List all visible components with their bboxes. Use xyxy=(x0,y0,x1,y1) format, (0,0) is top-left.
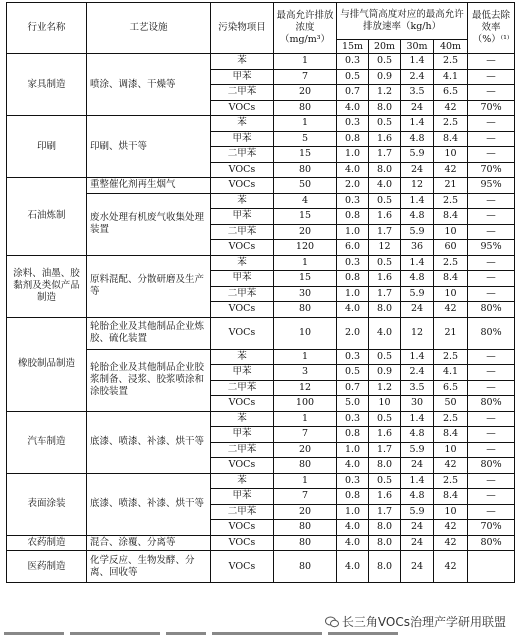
value-cell: 2.5 xyxy=(434,349,468,365)
value-cell: 42 xyxy=(434,162,468,178)
pollutant-cell: VOCs xyxy=(211,178,274,194)
header-height: 40m xyxy=(434,40,468,54)
value-cell: — xyxy=(468,193,515,209)
value-cell: — xyxy=(468,411,515,427)
value-cell: — xyxy=(468,224,515,240)
value-cell: 95% xyxy=(468,178,515,194)
value-cell: 1.4 xyxy=(401,255,434,271)
value-cell: 2.5 xyxy=(434,116,468,132)
value-cell: 1.7 xyxy=(369,442,401,458)
value-cell: 0.8 xyxy=(337,427,369,443)
value-cell: 21 xyxy=(434,178,468,194)
value-cell: 0.5 xyxy=(369,54,401,70)
value-cell: 5.0 xyxy=(337,396,369,412)
value-cell: 1.4 xyxy=(401,116,434,132)
value-cell: 1.2 xyxy=(369,380,401,396)
value-cell: 10 xyxy=(434,286,468,302)
value-cell: 4.8 xyxy=(401,489,434,505)
value-cell: 80 xyxy=(274,162,337,178)
value-cell: 5.9 xyxy=(401,442,434,458)
value-cell: — xyxy=(468,427,515,443)
value-cell: 24 xyxy=(401,302,434,318)
process-cell: 废水处理有机废气收集处理装置 xyxy=(87,193,211,255)
value-cell: 20 xyxy=(274,504,337,520)
header-max-concentration-unit: （mg/m³） xyxy=(279,34,331,45)
value-cell: — xyxy=(468,85,515,101)
value-cell: 1.4 xyxy=(401,411,434,427)
value-cell: — xyxy=(468,147,515,163)
value-cell: 30 xyxy=(274,286,337,302)
table-row xyxy=(7,411,515,427)
value-cell: — xyxy=(468,116,515,132)
value-cell: — xyxy=(468,504,515,520)
value-cell: 20 xyxy=(274,442,337,458)
value-cell: 1.7 xyxy=(369,286,401,302)
industry-cell: 石油炼制 xyxy=(7,178,87,256)
value-cell: 15 xyxy=(274,271,337,287)
value-cell: 8.4 xyxy=(434,131,468,147)
value-cell: 1.4 xyxy=(401,54,434,70)
value-cell: 1.4 xyxy=(401,473,434,489)
industry-cell: 家具制造 xyxy=(7,54,87,116)
value-cell: 6.0 xyxy=(337,240,369,256)
header-height: 30m xyxy=(401,40,434,54)
value-cell: 0.7 xyxy=(337,380,369,396)
table-row xyxy=(7,317,515,349)
value-cell: 0.7 xyxy=(337,85,369,101)
value-cell: 0.5 xyxy=(369,116,401,132)
value-cell: — xyxy=(468,473,515,489)
value-cell: 1 xyxy=(274,54,337,70)
header-min-efficiency-label: 最低去除效率 xyxy=(472,10,511,33)
value-cell: 4.8 xyxy=(401,131,434,147)
value-cell: 80% xyxy=(468,458,515,474)
value-cell: 1.4 xyxy=(401,193,434,209)
value-cell: 80 xyxy=(274,551,337,583)
value-cell: 4.0 xyxy=(337,100,369,116)
value-cell: 8.0 xyxy=(369,551,401,583)
table-row xyxy=(7,178,515,194)
header-pollutant: 污染物项目 xyxy=(211,3,274,54)
value-cell: 60 xyxy=(434,240,468,256)
pollutant-cell: 二甲苯 xyxy=(211,286,274,302)
value-cell: — xyxy=(468,442,515,458)
value-cell: 8.4 xyxy=(434,427,468,443)
value-cell: 1 xyxy=(274,116,337,132)
value-cell: 7 xyxy=(274,489,337,505)
value-cell: 2.0 xyxy=(337,317,369,349)
value-cell: 0.8 xyxy=(337,209,369,225)
value-cell: 10 xyxy=(434,224,468,240)
industry-cell: 涂料、油墨、胶黏剂及类似产品制造 xyxy=(7,255,87,317)
pollutant-cell: 苯 xyxy=(211,473,274,489)
pollutant-cell: VOCs xyxy=(211,162,274,178)
value-cell: 7 xyxy=(274,427,337,443)
value-cell: 15 xyxy=(274,147,337,163)
value-cell: — xyxy=(468,69,515,85)
value-cell: 10 xyxy=(274,317,337,349)
value-cell: 8.4 xyxy=(434,489,468,505)
value-cell: — xyxy=(468,380,515,396)
value-cell: 42 xyxy=(434,520,468,536)
value-cell: 1.6 xyxy=(369,131,401,147)
process-cell: 化学反应、生物发酵、分离、回收等 xyxy=(87,551,211,583)
value-cell: 42 xyxy=(434,302,468,318)
value-cell: — xyxy=(468,365,515,381)
pollutant-cell: 甲苯 xyxy=(211,271,274,287)
industry-cell: 农药制造 xyxy=(7,535,87,551)
header-min-efficiency xyxy=(468,3,515,54)
value-cell: 4.8 xyxy=(401,427,434,443)
value-cell: 100 xyxy=(274,396,337,412)
value-cell: 2.5 xyxy=(434,54,468,70)
value-cell: 0.3 xyxy=(337,54,369,70)
value-cell: 80 xyxy=(274,302,337,318)
pollutant-cell: 甲苯 xyxy=(211,489,274,505)
value-cell: 8.0 xyxy=(369,302,401,318)
value-cell: 2.0 xyxy=(337,178,369,194)
value-cell: 1.4 xyxy=(401,349,434,365)
pollutant-cell: 二甲苯 xyxy=(211,380,274,396)
value-cell: 24 xyxy=(401,551,434,583)
value-cell: 1.0 xyxy=(337,442,369,458)
value-cell: — xyxy=(468,489,515,505)
process-cell: 原料混配、分散研磨及生产等 xyxy=(87,255,211,317)
value-cell: 12 xyxy=(369,240,401,256)
value-cell: 7 xyxy=(274,69,337,85)
table-row xyxy=(7,535,515,551)
industry-cell: 医药制造 xyxy=(7,551,87,583)
value-cell: 6.5 xyxy=(434,380,468,396)
value-cell: 30 xyxy=(401,396,434,412)
pollutant-cell: VOCs xyxy=(211,396,274,412)
pollutant-cell: 苯 xyxy=(211,411,274,427)
value-cell: 15 xyxy=(274,209,337,225)
value-cell: 80 xyxy=(274,100,337,116)
value-cell: 0.8 xyxy=(337,271,369,287)
value-cell: 8.0 xyxy=(369,458,401,474)
value-cell: 0.8 xyxy=(337,131,369,147)
value-cell: 70% xyxy=(468,100,515,116)
value-cell: 0.3 xyxy=(337,349,369,365)
value-cell: 2.4 xyxy=(401,365,434,381)
value-cell: 20 xyxy=(274,85,337,101)
pollutant-cell: 甲苯 xyxy=(211,209,274,225)
value-cell: 50 xyxy=(274,178,337,194)
value-cell: 80% xyxy=(468,317,515,349)
value-cell: 24 xyxy=(401,458,434,474)
value-cell: 2.5 xyxy=(434,411,468,427)
value-cell: 4.0 xyxy=(337,551,369,583)
value-cell: 12 xyxy=(274,380,337,396)
header-process: 工艺设施 xyxy=(87,3,211,54)
value-cell: 4.0 xyxy=(337,302,369,318)
process-cell: 轮胎企业及其他制品企业炼胶、硫化装置 xyxy=(87,317,211,349)
value-cell: 5.9 xyxy=(401,504,434,520)
header-height: 20m xyxy=(369,40,401,54)
value-cell: 80 xyxy=(274,458,337,474)
process-cell: 轮胎企业及其他制品企业胶浆制备、浸浆、胶浆喷涂和涂胶装置 xyxy=(87,349,211,411)
value-cell: 10 xyxy=(369,396,401,412)
footnote-fragment xyxy=(4,632,494,640)
value-cell: — xyxy=(468,271,515,287)
pollutant-cell: 甲苯 xyxy=(211,131,274,147)
value-cell: 0.3 xyxy=(337,255,369,271)
value-cell: 95% xyxy=(468,240,515,256)
value-cell: 12 xyxy=(401,317,434,349)
value-cell: 4.1 xyxy=(434,69,468,85)
value-cell: 4.8 xyxy=(401,271,434,287)
value-cell: 10 xyxy=(434,147,468,163)
industry-cell: 印刷 xyxy=(7,116,87,178)
header-max-concentration-label: 最高允许排放浓度 xyxy=(276,10,334,33)
value-cell: 5 xyxy=(274,131,337,147)
value-cell: — xyxy=(468,209,515,225)
value-cell: 4.1 xyxy=(434,365,468,381)
value-cell: 4.0 xyxy=(337,162,369,178)
value-cell: 80 xyxy=(274,520,337,536)
value-cell: 8.4 xyxy=(434,209,468,225)
value-cell: 1.6 xyxy=(369,489,401,505)
pollutant-cell: 甲苯 xyxy=(211,69,274,85)
value-cell: 2.5 xyxy=(434,193,468,209)
process-cell: 底漆、喷漆、补漆、烘干等 xyxy=(87,473,211,535)
value-cell: 0.5 xyxy=(369,411,401,427)
pollutant-cell: 二甲苯 xyxy=(211,147,274,163)
value-cell: 42 xyxy=(434,458,468,474)
pollutant-cell: 苯 xyxy=(211,193,274,209)
value-cell: 0.9 xyxy=(369,69,401,85)
value-cell: 8.0 xyxy=(369,520,401,536)
value-cell: 12 xyxy=(401,178,434,194)
watermark-text: 长三角VOCs治理产学研用联盟 xyxy=(341,615,506,629)
process-cell: 印刷、烘干等 xyxy=(87,116,211,178)
pollutant-cell: 甲苯 xyxy=(211,427,274,443)
header-max-concentration xyxy=(274,3,337,54)
value-cell: 8.0 xyxy=(369,535,401,551)
process-cell: 混合、涂覆、分离等 xyxy=(87,535,211,551)
emission-standards-table xyxy=(6,2,515,583)
value-cell: 4.0 xyxy=(369,317,401,349)
table-row xyxy=(7,116,515,132)
value-cell: 10 xyxy=(434,442,468,458)
table-row xyxy=(7,54,515,70)
value-cell: 8.0 xyxy=(369,100,401,116)
value-cell: 0.8 xyxy=(337,489,369,505)
value-cell: 1 xyxy=(274,473,337,489)
pollutant-cell: VOCs xyxy=(211,302,274,318)
value-cell: 3 xyxy=(274,365,337,381)
pollutant-cell: 二甲苯 xyxy=(211,224,274,240)
value-cell: 1 xyxy=(274,411,337,427)
header-industry: 行业名称 xyxy=(7,3,87,54)
pollutant-cell: 苯 xyxy=(211,116,274,132)
value-cell: — xyxy=(468,54,515,70)
value-cell: 24 xyxy=(401,100,434,116)
pollutant-cell: VOCs xyxy=(211,458,274,474)
pollutant-cell: 苯 xyxy=(211,349,274,365)
pollutant-cell: VOCs xyxy=(211,240,274,256)
pollutant-cell: 苯 xyxy=(211,54,274,70)
value-cell: 3.5 xyxy=(401,85,434,101)
value-cell: 6.5 xyxy=(434,85,468,101)
pollutant-cell: 甲苯 xyxy=(211,365,274,381)
value-cell: 4.0 xyxy=(369,178,401,194)
pollutant-cell: 苯 xyxy=(211,255,274,271)
wechat-icon xyxy=(325,616,339,628)
value-cell: 4.0 xyxy=(337,520,369,536)
value-cell: 4 xyxy=(274,193,337,209)
value-cell: 24 xyxy=(401,162,434,178)
value-cell: 0.5 xyxy=(369,255,401,271)
value-cell: 21 xyxy=(434,317,468,349)
value-cell: — xyxy=(468,286,515,302)
table-row xyxy=(7,551,515,583)
value-cell: 0.5 xyxy=(337,365,369,381)
pollutant-cell: VOCs xyxy=(211,520,274,536)
value-cell: 0.5 xyxy=(369,193,401,209)
value-cell: 0.5 xyxy=(369,473,401,489)
value-cell: 1.6 xyxy=(369,271,401,287)
value-cell: 8.0 xyxy=(369,162,401,178)
value-cell: 2.4 xyxy=(401,69,434,85)
value-cell: 5.9 xyxy=(401,147,434,163)
value-cell: — xyxy=(468,131,515,147)
header-height: 15m xyxy=(337,40,369,54)
value-cell: 1.0 xyxy=(337,147,369,163)
value-cell: 2.5 xyxy=(434,255,468,271)
pollutant-cell: VOCs xyxy=(211,100,274,116)
value-cell: 1.0 xyxy=(337,224,369,240)
value-cell: 1.6 xyxy=(369,427,401,443)
value-cell: 4.8 xyxy=(401,209,434,225)
header-min-efficiency-unit: （%）⁽¹⁾ xyxy=(472,34,510,45)
value-cell: 70% xyxy=(468,520,515,536)
process-cell: 重整催化剂再生烟气 xyxy=(87,178,211,194)
value-cell: 42 xyxy=(434,100,468,116)
pollutant-cell: VOCs xyxy=(211,317,274,349)
pollutant-cell: VOCs xyxy=(211,535,274,551)
value-cell: 0.5 xyxy=(369,349,401,365)
value-cell: 1.7 xyxy=(369,147,401,163)
pollutant-cell: 二甲苯 xyxy=(211,442,274,458)
pollutant-cell: 二甲苯 xyxy=(211,504,274,520)
value-cell: 24 xyxy=(401,520,434,536)
header-rate-title: 与排气筒高度对应的最高允许排放速率（kg/h） xyxy=(337,3,468,40)
value-cell: 80% xyxy=(468,396,515,412)
pollutant-cell: VOCs xyxy=(211,551,274,583)
header-row-1 xyxy=(7,3,515,40)
value-cell: — xyxy=(468,349,515,365)
table-row xyxy=(7,473,515,489)
value-cell: 36 xyxy=(401,240,434,256)
value-cell: 2.5 xyxy=(434,473,468,489)
value-cell: 10 xyxy=(434,504,468,520)
value-cell: 120 xyxy=(274,240,337,256)
value-cell: 1.0 xyxy=(337,504,369,520)
value-cell: 0.5 xyxy=(337,69,369,85)
value-cell: 0.3 xyxy=(337,116,369,132)
value-cell: 42 xyxy=(434,551,468,583)
value-cell: 70% xyxy=(468,162,515,178)
value-cell: 0.9 xyxy=(369,365,401,381)
value-cell: 50 xyxy=(434,396,468,412)
value-cell: 0.3 xyxy=(337,473,369,489)
value-cell: 24 xyxy=(401,535,434,551)
watermark xyxy=(322,612,509,631)
value-cell: 8.4 xyxy=(434,271,468,287)
industry-cell: 汽车制造 xyxy=(7,411,87,473)
value-cell: 0.3 xyxy=(337,193,369,209)
value-cell: 80 xyxy=(274,535,337,551)
value-cell: 1.2 xyxy=(369,85,401,101)
industry-cell: 橡胶制品制造 xyxy=(7,317,87,411)
value-cell: 5.9 xyxy=(401,286,434,302)
value-cell: 1 xyxy=(274,255,337,271)
value-cell: 42 xyxy=(434,535,468,551)
value-cell: 1.0 xyxy=(337,286,369,302)
value-cell: 80% xyxy=(468,302,515,318)
value-cell: 4.0 xyxy=(337,535,369,551)
industry-cell: 表面涂装 xyxy=(7,473,87,535)
process-cell: 底漆、喷漆、补漆、烘干等 xyxy=(87,411,211,473)
value-cell: 4.0 xyxy=(337,458,369,474)
value-cell: 80% xyxy=(468,535,515,551)
value-cell xyxy=(468,551,515,583)
value-cell: 3.5 xyxy=(401,380,434,396)
value-cell: 1.7 xyxy=(369,504,401,520)
value-cell: 20 xyxy=(274,224,337,240)
pollutant-cell: 二甲苯 xyxy=(211,85,274,101)
value-cell: 1 xyxy=(274,349,337,365)
value-cell: 0.3 xyxy=(337,411,369,427)
value-cell: 1.7 xyxy=(369,224,401,240)
table-row xyxy=(7,255,515,271)
process-cell: 喷涂、调漆、干燥等 xyxy=(87,54,211,116)
value-cell: 5.9 xyxy=(401,224,434,240)
value-cell: — xyxy=(468,255,515,271)
value-cell: 1.6 xyxy=(369,209,401,225)
